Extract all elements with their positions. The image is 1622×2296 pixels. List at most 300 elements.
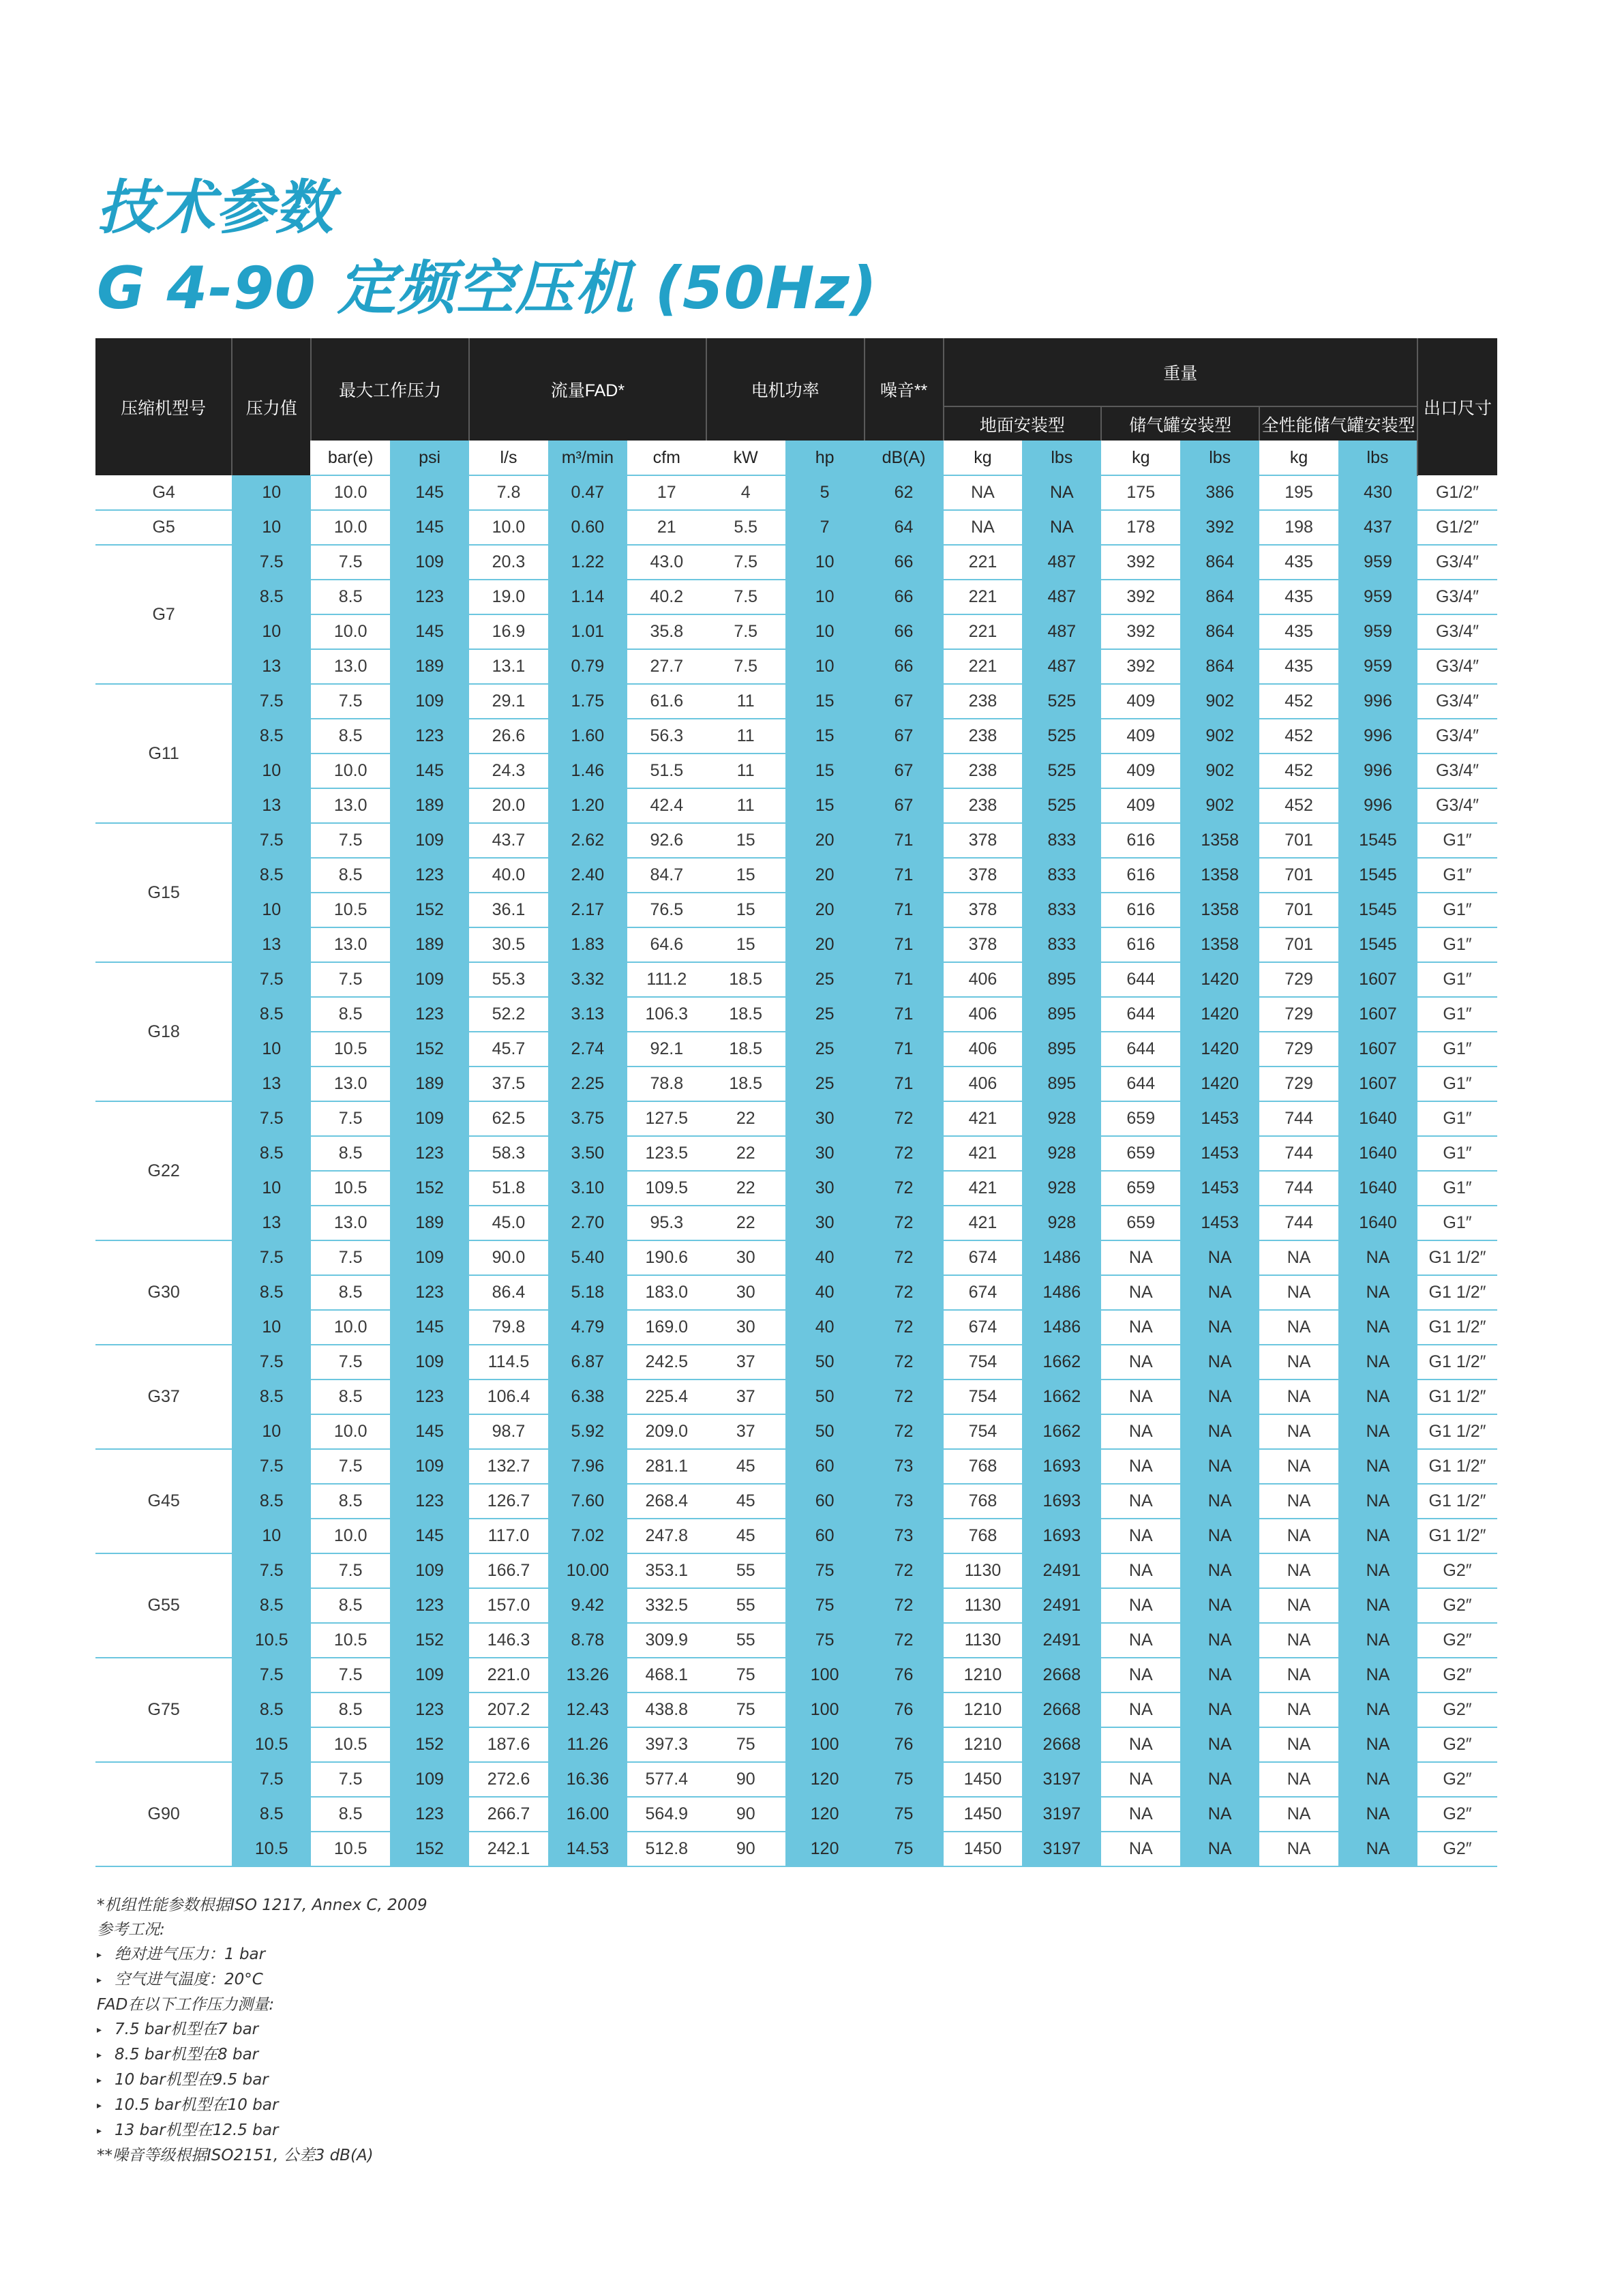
value-cell: 1640 bbox=[1338, 1101, 1417, 1136]
value-cell: 111.2 bbox=[627, 962, 706, 997]
value-cell: 1607 bbox=[1338, 1067, 1417, 1101]
value-cell: 30 bbox=[706, 1240, 785, 1275]
table-row bbox=[95, 1032, 1497, 1067]
value-cell: 928 bbox=[1022, 1101, 1101, 1136]
outlet-cell: G1″ bbox=[1417, 1136, 1497, 1171]
value-cell: 397.3 bbox=[627, 1727, 706, 1762]
value-cell: 3197 bbox=[1022, 1797, 1101, 1832]
value-cell: 109 bbox=[390, 962, 469, 997]
value-cell: 145 bbox=[390, 754, 469, 788]
value-cell: 996 bbox=[1338, 788, 1417, 823]
value-cell: 75 bbox=[785, 1623, 865, 1658]
value-cell: 7.5 bbox=[311, 1101, 390, 1136]
value-cell: 79.8 bbox=[469, 1310, 548, 1345]
value-cell: 24.3 bbox=[469, 754, 548, 788]
value-cell: NA bbox=[1022, 475, 1101, 510]
value-cell: 238 bbox=[944, 754, 1023, 788]
unit-cell: lbs bbox=[1022, 441, 1101, 475]
value-cell: NA bbox=[1101, 1449, 1180, 1484]
value-cell: 1.01 bbox=[548, 614, 627, 649]
value-cell: NA bbox=[1338, 1693, 1417, 1727]
value-cell: 701 bbox=[1259, 858, 1338, 893]
value-cell: 120 bbox=[785, 1832, 865, 1866]
value-cell: 117.0 bbox=[469, 1519, 548, 1553]
value-cell: 76 bbox=[865, 1727, 944, 1762]
outlet-cell: G3/4″ bbox=[1417, 580, 1497, 614]
value-cell: 190.6 bbox=[627, 1240, 706, 1275]
value-cell: 959 bbox=[1338, 580, 1417, 614]
value-cell: 238 bbox=[944, 719, 1023, 754]
value-cell: NA bbox=[1180, 1762, 1259, 1797]
note-text: FAD在以下工作压力测量: bbox=[97, 1996, 275, 2014]
outlet-cell: G1″ bbox=[1417, 962, 1497, 997]
value-cell: 1420 bbox=[1180, 997, 1259, 1032]
value-cell: NA bbox=[1180, 1345, 1259, 1380]
outlet-cell: G3/4″ bbox=[1417, 754, 1497, 788]
value-cell: 8.5 bbox=[311, 1484, 390, 1519]
table-row bbox=[95, 962, 1497, 997]
value-cell: NA bbox=[1259, 1588, 1338, 1623]
value-cell: NA bbox=[1259, 1380, 1338, 1414]
value-cell: 247.8 bbox=[627, 1519, 706, 1553]
value-cell: NA bbox=[1259, 1310, 1338, 1345]
table-row bbox=[95, 1727, 1497, 1762]
header-motor: 电机功率 bbox=[706, 338, 865, 441]
value-cell: NA bbox=[1101, 1762, 1180, 1797]
value-cell: 1.60 bbox=[548, 719, 627, 754]
value-cell: 225.4 bbox=[627, 1380, 706, 1414]
value-cell: 95.3 bbox=[627, 1206, 706, 1240]
value-cell: 3.50 bbox=[548, 1136, 627, 1171]
outlet-cell: G2″ bbox=[1417, 1693, 1497, 1727]
value-cell: 123 bbox=[390, 1797, 469, 1832]
value-cell: NA bbox=[1101, 1832, 1180, 1866]
value-cell: 40.0 bbox=[469, 858, 548, 893]
header-model: 压缩机型号 bbox=[95, 338, 232, 475]
value-cell: 62 bbox=[865, 475, 944, 510]
table-row bbox=[95, 823, 1497, 858]
value-cell: 15 bbox=[785, 754, 865, 788]
value-cell: 189 bbox=[390, 1067, 469, 1101]
value-cell: 127.5 bbox=[627, 1101, 706, 1136]
outlet-cell: G1 1/2″ bbox=[1417, 1240, 1497, 1275]
value-cell: NA bbox=[1180, 1727, 1259, 1762]
note-bullet-item bbox=[97, 2068, 915, 2093]
bullet-arrow-icon: ▸ bbox=[97, 2100, 102, 2111]
value-cell: 75 bbox=[865, 1832, 944, 1866]
value-cell: 8.5 bbox=[232, 719, 311, 754]
value-cell: 37 bbox=[706, 1414, 785, 1449]
value-cell: 18.5 bbox=[706, 1067, 785, 1101]
value-cell: 75 bbox=[706, 1658, 785, 1693]
table-row bbox=[95, 649, 1497, 684]
model-cell: G22 bbox=[95, 1101, 232, 1240]
value-cell: NA bbox=[1180, 1588, 1259, 1623]
table-row bbox=[95, 719, 1497, 754]
value-cell: 242.5 bbox=[627, 1345, 706, 1380]
title-line-2: G 4-90 定频空压机 (50Hz) bbox=[97, 254, 877, 323]
value-cell: 7.5 bbox=[232, 684, 311, 719]
value-cell: NA bbox=[1259, 1658, 1338, 1693]
value-cell: 4.79 bbox=[548, 1310, 627, 1345]
header-weight: 重量 bbox=[944, 338, 1418, 406]
outlet-cell: G1 1/2″ bbox=[1417, 1345, 1497, 1380]
table-row bbox=[95, 545, 1497, 580]
value-cell: 487 bbox=[1022, 614, 1101, 649]
value-cell: 1210 bbox=[944, 1693, 1023, 1727]
value-cell: 332.5 bbox=[627, 1588, 706, 1623]
value-cell: 833 bbox=[1022, 893, 1101, 927]
value-cell: 109 bbox=[390, 545, 469, 580]
value-cell: 25 bbox=[785, 1067, 865, 1101]
value-cell: 3.13 bbox=[548, 997, 627, 1032]
value-cell: NA bbox=[1180, 1449, 1259, 1484]
value-cell: 10 bbox=[232, 1310, 311, 1345]
value-cell: NA bbox=[1180, 1832, 1259, 1866]
value-cell: 22 bbox=[706, 1101, 785, 1136]
model-cell: G75 bbox=[95, 1658, 232, 1762]
value-cell: 123 bbox=[390, 1484, 469, 1519]
value-cell: 109 bbox=[390, 1762, 469, 1797]
value-cell: 1486 bbox=[1022, 1275, 1101, 1310]
value-cell: 152 bbox=[390, 1171, 469, 1206]
value-cell: 75 bbox=[865, 1797, 944, 1832]
value-cell: 120 bbox=[785, 1762, 865, 1797]
value-cell: NA bbox=[1338, 1449, 1417, 1484]
value-cell: 10 bbox=[785, 580, 865, 614]
value-cell: 421 bbox=[944, 1171, 1023, 1206]
value-cell: 1607 bbox=[1338, 962, 1417, 997]
outlet-cell: G1″ bbox=[1417, 997, 1497, 1032]
value-cell: NA bbox=[1101, 1345, 1180, 1380]
value-cell: NA bbox=[1101, 1693, 1180, 1727]
value-cell: 4 bbox=[706, 475, 785, 510]
outlet-cell: G1″ bbox=[1417, 1032, 1497, 1067]
value-cell: 189 bbox=[390, 927, 469, 962]
value-cell: NA bbox=[1338, 1658, 1417, 1693]
value-cell: 1545 bbox=[1338, 927, 1417, 962]
value-cell: 8.5 bbox=[311, 1588, 390, 1623]
value-cell: 8.5 bbox=[311, 580, 390, 614]
unit-cell: lbs bbox=[1338, 441, 1417, 475]
value-cell: 100 bbox=[785, 1693, 865, 1727]
value-cell: 7.5 bbox=[232, 1658, 311, 1693]
value-cell: 309.9 bbox=[627, 1623, 706, 1658]
value-cell: 30 bbox=[785, 1101, 865, 1136]
value-cell: 18.5 bbox=[706, 1032, 785, 1067]
value-cell: 2491 bbox=[1022, 1553, 1101, 1588]
value-cell: 22 bbox=[706, 1136, 785, 1171]
value-cell: 8.5 bbox=[232, 1484, 311, 1519]
value-cell: 10.0 bbox=[311, 1310, 390, 1345]
value-cell: 8.5 bbox=[311, 858, 390, 893]
value-cell: 452 bbox=[1259, 719, 1338, 754]
value-cell: 10.5 bbox=[311, 1727, 390, 1762]
value-cell: NA bbox=[944, 475, 1023, 510]
value-cell: 1358 bbox=[1180, 927, 1259, 962]
table-row bbox=[95, 1797, 1497, 1832]
value-cell: 76.5 bbox=[627, 893, 706, 927]
value-cell: 1.83 bbox=[548, 927, 627, 962]
value-cell: 157.0 bbox=[469, 1588, 548, 1623]
value-cell: NA bbox=[1101, 1519, 1180, 1553]
value-cell: 123 bbox=[390, 1380, 469, 1414]
header-outlet: 出口尺寸 bbox=[1417, 338, 1497, 475]
value-cell: 7.5 bbox=[311, 1762, 390, 1797]
value-cell: 7.5 bbox=[706, 614, 785, 649]
value-cell: 1640 bbox=[1338, 1171, 1417, 1206]
outlet-cell: G1″ bbox=[1417, 893, 1497, 927]
value-cell: 207.2 bbox=[469, 1693, 548, 1727]
value-cell: 1.14 bbox=[548, 580, 627, 614]
value-cell: NA bbox=[1180, 1414, 1259, 1449]
value-cell: 7.5 bbox=[706, 580, 785, 614]
value-cell: 268.4 bbox=[627, 1484, 706, 1519]
value-cell: NA bbox=[1180, 1310, 1259, 1345]
value-cell: 2668 bbox=[1022, 1693, 1101, 1727]
value-cell: 27.7 bbox=[627, 649, 706, 684]
value-cell: 5.40 bbox=[548, 1240, 627, 1275]
value-cell: 109 bbox=[390, 684, 469, 719]
table-row bbox=[95, 1206, 1497, 1240]
value-cell: 406 bbox=[944, 962, 1023, 997]
value-cell: NA bbox=[1101, 1797, 1180, 1832]
bullet-arrow-icon: ▸ bbox=[97, 1975, 102, 1986]
note-bullet-item bbox=[97, 2017, 915, 2042]
value-cell: 37 bbox=[706, 1345, 785, 1380]
table-row bbox=[95, 788, 1497, 823]
outlet-cell: G1 1/2″ bbox=[1417, 1414, 1497, 1449]
value-cell: 1.20 bbox=[548, 788, 627, 823]
value-cell: NA bbox=[1101, 1553, 1180, 1588]
header-fad: 流量FAD* bbox=[469, 338, 706, 441]
value-cell: 51.8 bbox=[469, 1171, 548, 1206]
value-cell: 1420 bbox=[1180, 1032, 1259, 1067]
value-cell: 86.4 bbox=[469, 1275, 548, 1310]
value-cell: 281.1 bbox=[627, 1449, 706, 1484]
unit-cell: cfm bbox=[627, 441, 706, 475]
value-cell: 98.7 bbox=[469, 1414, 548, 1449]
value-cell: 833 bbox=[1022, 927, 1101, 962]
value-cell: 30 bbox=[785, 1206, 865, 1240]
value-cell: NA bbox=[1259, 1797, 1338, 1832]
value-cell: 7.02 bbox=[548, 1519, 627, 1553]
value-cell: 864 bbox=[1180, 649, 1259, 684]
value-cell: 392 bbox=[1101, 614, 1180, 649]
value-cell: 109 bbox=[390, 1449, 469, 1484]
value-cell: 14.53 bbox=[548, 1832, 627, 1866]
value-cell: 409 bbox=[1101, 788, 1180, 823]
value-cell: NA bbox=[1180, 1693, 1259, 1727]
bullet-arrow-icon: ▸ bbox=[97, 2075, 102, 2086]
value-cell: 864 bbox=[1180, 545, 1259, 580]
outlet-cell: G3/4″ bbox=[1417, 545, 1497, 580]
value-cell: 2.40 bbox=[548, 858, 627, 893]
value-cell: 242.1 bbox=[469, 1832, 548, 1866]
value-cell: 10.00 bbox=[548, 1553, 627, 1588]
model-cell: G90 bbox=[95, 1762, 232, 1866]
value-cell: 152 bbox=[390, 1727, 469, 1762]
value-cell: 3.75 bbox=[548, 1101, 627, 1136]
value-cell: 20 bbox=[785, 927, 865, 962]
value-cell: 1640 bbox=[1338, 1206, 1417, 1240]
value-cell: 1640 bbox=[1338, 1136, 1417, 1171]
value-cell: 66 bbox=[865, 580, 944, 614]
value-cell: 959 bbox=[1338, 614, 1417, 649]
value-cell: 729 bbox=[1259, 1067, 1338, 1101]
value-cell: NA bbox=[1180, 1484, 1259, 1519]
value-cell: NA bbox=[1101, 1275, 1180, 1310]
value-cell: 45 bbox=[706, 1484, 785, 1519]
value-cell: 183.0 bbox=[627, 1275, 706, 1310]
value-cell: 10.5 bbox=[232, 1832, 311, 1866]
value-cell: 8.5 bbox=[311, 1380, 390, 1414]
value-cell: 8.5 bbox=[232, 997, 311, 1032]
value-cell: NA bbox=[1338, 1240, 1417, 1275]
table-row bbox=[95, 1101, 1497, 1136]
outlet-cell: G1 1/2″ bbox=[1417, 1519, 1497, 1553]
header-floor: 地面安装型 bbox=[944, 406, 1102, 441]
model-cell: G4 bbox=[95, 475, 232, 510]
value-cell: 75 bbox=[785, 1553, 865, 1588]
table-row bbox=[95, 1693, 1497, 1727]
value-cell: 72 bbox=[865, 1206, 944, 1240]
value-cell: 166.7 bbox=[469, 1553, 548, 1588]
outlet-cell: G2″ bbox=[1417, 1797, 1497, 1832]
value-cell: 1453 bbox=[1180, 1206, 1259, 1240]
value-cell: NA bbox=[1259, 1240, 1338, 1275]
value-cell: 525 bbox=[1022, 754, 1101, 788]
value-cell: 7.5 bbox=[706, 649, 785, 684]
value-cell: 6.38 bbox=[548, 1380, 627, 1414]
value-cell: 29.1 bbox=[469, 684, 548, 719]
value-cell: 146.3 bbox=[469, 1623, 548, 1658]
note-line bbox=[97, 1993, 915, 2017]
value-cell: 15 bbox=[706, 893, 785, 927]
value-cell: 71 bbox=[865, 893, 944, 927]
value-cell: 0.79 bbox=[548, 649, 627, 684]
table-row bbox=[95, 510, 1497, 545]
value-cell: 189 bbox=[390, 649, 469, 684]
value-cell: 392 bbox=[1180, 510, 1259, 545]
value-cell: 1662 bbox=[1022, 1380, 1101, 1414]
outlet-cell: G1″ bbox=[1417, 1067, 1497, 1101]
value-cell: 72 bbox=[865, 1414, 944, 1449]
value-cell: 15 bbox=[706, 927, 785, 962]
value-cell: 221 bbox=[944, 649, 1023, 684]
value-cell: NA bbox=[1180, 1519, 1259, 1553]
value-cell: NA bbox=[1259, 1727, 1338, 1762]
value-cell: 1.46 bbox=[548, 754, 627, 788]
outlet-cell: G2″ bbox=[1417, 1727, 1497, 1762]
value-cell: 90 bbox=[706, 1762, 785, 1797]
outlet-cell: G1 1/2″ bbox=[1417, 1449, 1497, 1484]
table-row bbox=[95, 1136, 1497, 1171]
value-cell: 1210 bbox=[944, 1727, 1023, 1762]
value-cell: 768 bbox=[944, 1484, 1023, 1519]
value-cell: 10.5 bbox=[311, 1623, 390, 1658]
value-cell: 7.5 bbox=[311, 1449, 390, 1484]
value-cell: 30 bbox=[785, 1171, 865, 1206]
unit-cell: bar(e) bbox=[311, 441, 390, 475]
value-cell: 106.4 bbox=[469, 1380, 548, 1414]
note-bullet-item bbox=[97, 2042, 915, 2068]
value-cell: 8.5 bbox=[311, 997, 390, 1032]
value-cell: 72 bbox=[865, 1380, 944, 1414]
value-cell: 1130 bbox=[944, 1623, 1023, 1658]
value-cell: 1453 bbox=[1180, 1171, 1259, 1206]
value-cell: 1545 bbox=[1338, 823, 1417, 858]
unit-cell: kg bbox=[1259, 441, 1338, 475]
value-cell: 487 bbox=[1022, 649, 1101, 684]
value-cell: 10.5 bbox=[311, 893, 390, 927]
value-cell: 11 bbox=[706, 684, 785, 719]
table-row bbox=[95, 754, 1497, 788]
note-line bbox=[97, 1918, 915, 1942]
value-cell: 1545 bbox=[1338, 858, 1417, 893]
unit-cell: kg bbox=[1101, 441, 1180, 475]
value-cell: 50 bbox=[785, 1345, 865, 1380]
value-cell: 123 bbox=[390, 719, 469, 754]
value-cell: 1607 bbox=[1338, 1032, 1417, 1067]
value-cell: NA bbox=[1101, 1727, 1180, 1762]
value-cell: 71 bbox=[865, 858, 944, 893]
value-cell: 1358 bbox=[1180, 893, 1259, 927]
value-cell: 72 bbox=[865, 1588, 944, 1623]
table-row bbox=[95, 1171, 1497, 1206]
outlet-cell: G1″ bbox=[1417, 1101, 1497, 1136]
value-cell: NA bbox=[1338, 1727, 1417, 1762]
value-cell: 674 bbox=[944, 1310, 1023, 1345]
value-cell: 0.60 bbox=[548, 510, 627, 545]
value-cell: 409 bbox=[1101, 754, 1180, 788]
value-cell: 10 bbox=[232, 614, 311, 649]
value-cell: NA bbox=[1338, 1797, 1417, 1832]
model-cell: G5 bbox=[95, 510, 232, 545]
value-cell: 55 bbox=[706, 1623, 785, 1658]
value-cell: 10 bbox=[232, 1414, 311, 1449]
value-cell: 123 bbox=[390, 1693, 469, 1727]
header-max-pressure: 最大工作压力 bbox=[311, 338, 469, 441]
value-cell: NA bbox=[1180, 1553, 1259, 1588]
value-cell: 10.0 bbox=[469, 510, 548, 545]
value-cell: 5.92 bbox=[548, 1414, 627, 1449]
value-cell: 701 bbox=[1259, 927, 1338, 962]
value-cell: 45 bbox=[706, 1449, 785, 1484]
value-cell: 13.26 bbox=[548, 1658, 627, 1693]
unit-cell: psi bbox=[390, 441, 469, 475]
value-cell: 3.10 bbox=[548, 1171, 627, 1206]
value-cell: 3197 bbox=[1022, 1762, 1101, 1797]
table-row bbox=[95, 1484, 1497, 1519]
value-cell: 64.6 bbox=[627, 927, 706, 962]
value-cell: 1607 bbox=[1338, 997, 1417, 1032]
value-cell: 84.7 bbox=[627, 858, 706, 893]
value-cell: 56.3 bbox=[627, 719, 706, 754]
value-cell: 928 bbox=[1022, 1171, 1101, 1206]
value-cell: NA bbox=[1180, 1623, 1259, 1658]
value-cell: 20 bbox=[785, 858, 865, 893]
header-full-tank: 全性能储气罐安装型 bbox=[1259, 406, 1417, 441]
unit-cell: l/s bbox=[469, 441, 548, 475]
value-cell: 902 bbox=[1180, 788, 1259, 823]
value-cell: NA bbox=[1338, 1414, 1417, 1449]
value-cell: 90.0 bbox=[469, 1240, 548, 1275]
value-cell: 754 bbox=[944, 1345, 1023, 1380]
value-cell: 701 bbox=[1259, 823, 1338, 858]
value-cell: 768 bbox=[944, 1519, 1023, 1553]
table-row bbox=[95, 1588, 1497, 1623]
